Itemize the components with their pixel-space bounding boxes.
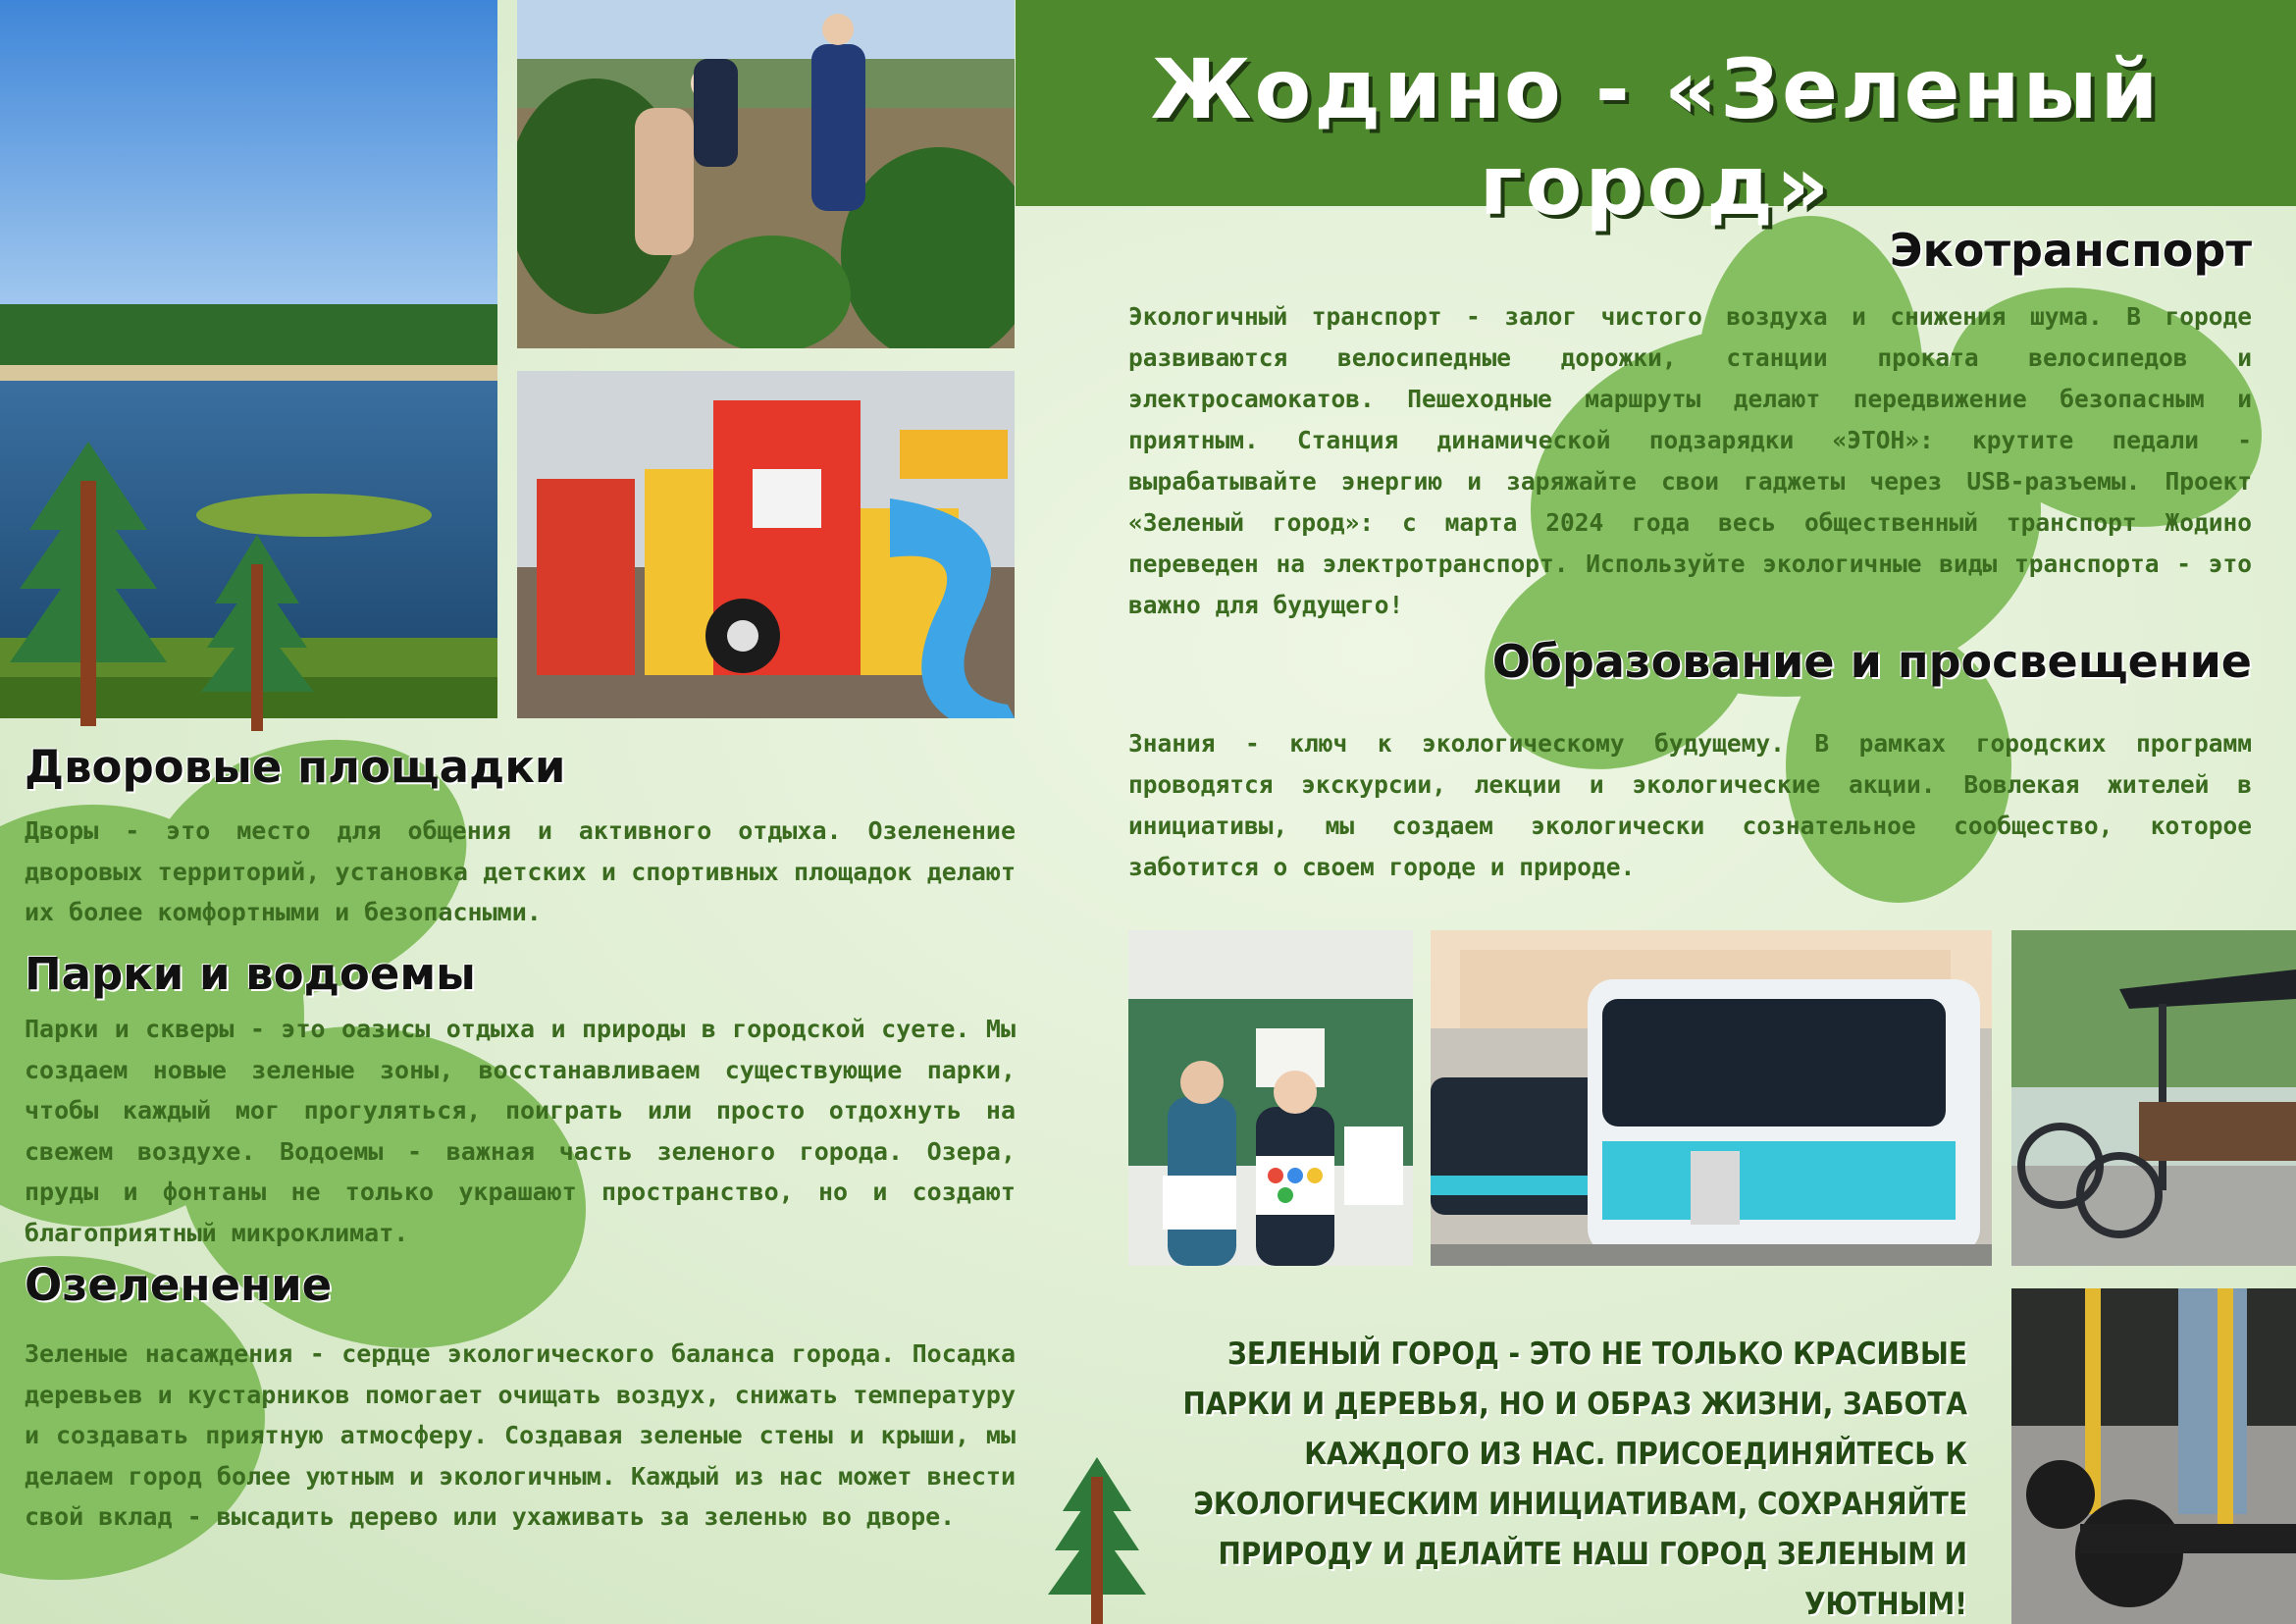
heading-parks: Парки и водоемы <box>25 948 476 1000</box>
closing-statement: ЗЕЛЕНЫЙ ГОРОД - ЭТО НЕ ТОЛЬКО КРАСИВЫЕ ПАРКИ И ДЕРЕВЬЯ, НО И ОБРАЗ ЖИЗНИ, ЗАБОТА КАЖДОГО ИЗ НАС. ПРИСОЕДИНЯЙТЕСЬ К ЭКОЛОГИЧЕСКИМ ИНИЦИАТИВАМ, СОХРАНЯЙТЕ ПРИРОДУ И ДЕЛАЙТЕ НАШ ГОРОД ЗЕЛЕНЫМ И УЮТНЫМ! <box>1182 1336 1967 1622</box>
education-text: Знания - ключ к экологическому будущему. В рамках городских программ проводятся экскурсии, лекции и экологические акции. Вовлекая жителей в инициативы, мы создаем экологически сознательное сообщество, которое заботится о своем городе и природе. <box>1128 729 2252 881</box>
heading-ecotransport: Экотранспорт <box>1889 224 2252 277</box>
heading-greening: Озеленение <box>25 1259 333 1311</box>
ecotransport-text: Экологичный транспорт - залог чистого воздуха и снижения шума. В городе развиваются велосипедные дорожки, станции проката велосипедов и электросамокатов. Пешеходные маршруты делают передвижение безопасным и приятным. Станция динамической подзарядки «ЭТОН»: крутите педали - вырабатывайте энергию и заряжайте свои гаджеты через USB-разъемы. Проект «Зеленый город»: с марта 2024 года весь общественный транспорт Жодино переведен на электротранспорт. Используйте экологичные виды транспорта - это важно для будущего! <box>1128 302 2252 619</box>
e-scooter-photo <box>2011 1288 2296 1624</box>
title-bar <box>1016 0 2296 234</box>
courtyards-text: Дворы - это место для общения и активного отдыха. Озеленение дворовых территорий, установка детских и спортивных площадок делают их более комфортными и безопасными. <box>25 816 1016 926</box>
heading-courtyards: Дворовые площадки <box>25 741 566 793</box>
students-photo <box>1128 930 1413 1266</box>
tree-planting-photo <box>517 0 1015 348</box>
page-title: Жодино - «Зеленый город» <box>1150 41 2162 234</box>
greening-text: Зеленые насаждения - сердце экологического баланса города. Посадка деревьев и кустарников помогает очищать воздух, снижать температуру и создавать приятную атмосферу. Создавая зеленые стены и крыши, мы делаем город более уютным и экологичным. Каждый из нас может внести свой вклад - высадить дерево или ухаживать за зеленью во дворе. <box>25 1339 1016 1531</box>
tree-icon <box>10 442 167 726</box>
bike-station-photo <box>2011 930 2296 1266</box>
tree-icon <box>201 535 314 731</box>
heading-education: Образование и просвещение <box>1491 635 2252 688</box>
playground-photo <box>517 371 1015 718</box>
parks-text: Парки и скверы - это оазисы отдыха и природы в городской суете. Мы создаем новые зеленые зоны, восстанавливаем существующие парки, чтобы каждый мог прогуляться, поиграть или просто отдохнуть на свежем воздухе. Водоемы - важная часть зеленого города. Озера, пруды и фонтаны не только украшают пространство, но и создают благоприятный микроклимат. <box>25 1015 1016 1247</box>
electric-bus-photo <box>1431 930 1992 1266</box>
